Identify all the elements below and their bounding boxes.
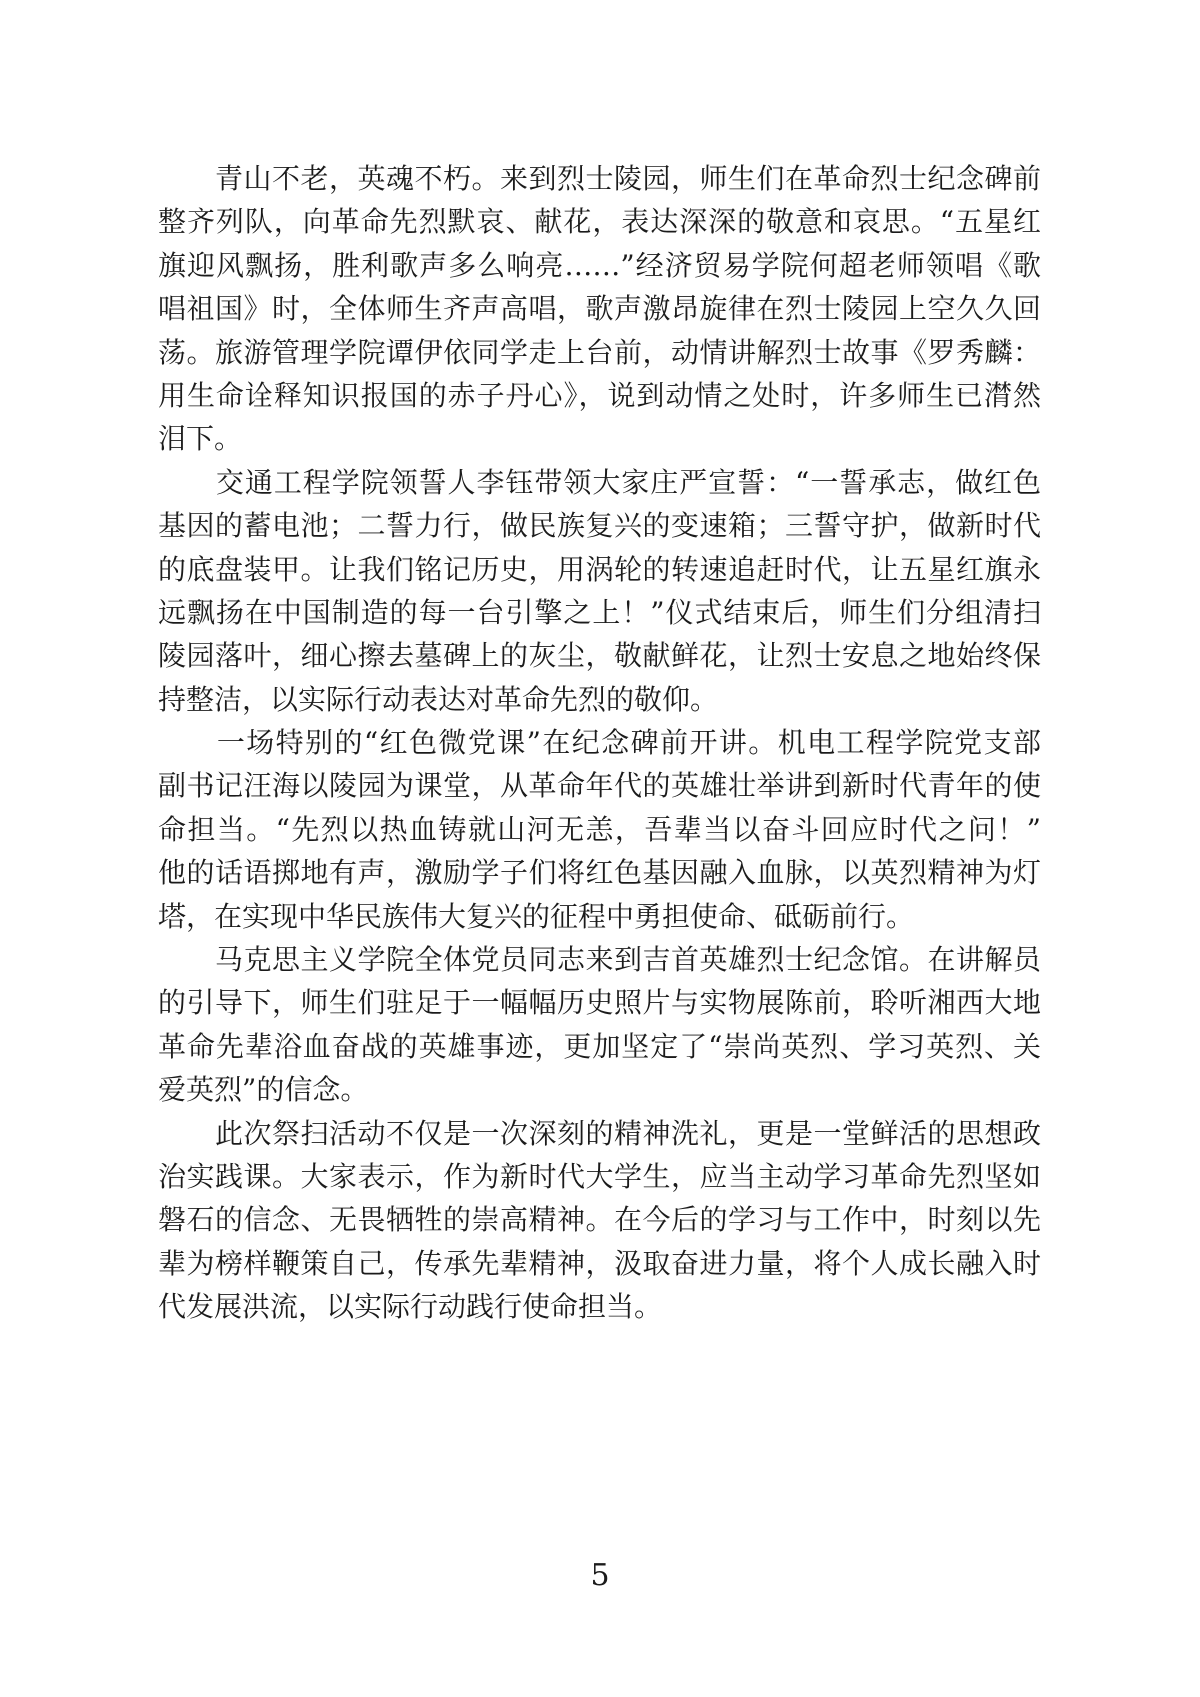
text-line: 旗迎风飘扬，胜利歌声多么响亮……”经济贸易学院何超老师领唱《歌	[158, 248, 1041, 282]
text-line: 命担当。“先烈以热血铸就山河无恙，吾辈当以奋斗回应时代之问！”	[158, 812, 1041, 846]
text-line: 爱英烈”的信念。	[158, 1073, 369, 1107]
text-line: 用生命诠释知识报国的赤子丹心》，说到动情之处时，许多师生已潸然	[158, 378, 1041, 412]
text-line: 持整洁，以实际行动表达对革命先烈的敬仰。	[158, 682, 719, 716]
text-line: 的底盘装甲。让我们铭记历史，用涡轮的转速追赶时代，让五星红旗永	[158, 552, 1041, 586]
text-line: 泪下。	[158, 422, 243, 456]
text-line: 此次祭扫活动不仅是一次深刻的精神洗礼，更是一堂鲜活的思想政	[158, 1116, 1041, 1150]
text-line: 他的话语掷地有声，激励学子们将红色基因融入血脉，以英烈精神为灯	[158, 856, 1041, 890]
paragraph	[158, 938, 1041, 1112]
paragraph	[158, 1112, 1041, 1329]
paragraph	[158, 721, 1041, 938]
text-line: 代发展洪流，以实际行动践行使命担当。	[158, 1290, 663, 1324]
text-line: 唱祖国》时，全体师生齐声高唱，歌声激昂旋律在烈士陵园上空久久回	[158, 292, 1041, 326]
text-line: 青山不老，英魂不朽。来到烈士陵园，师生们在革命烈士纪念碑前	[158, 162, 1041, 195]
text-line: 塔，在实现中华民族伟大复兴的征程中勇担使命、砥砺前行。	[158, 899, 915, 933]
page-number: 5	[590, 1558, 610, 1593]
paragraph	[158, 461, 1041, 721]
text-line: 交通工程学院领誓人李钰带领大家庄严宣誓：“一誓承志，做红色	[158, 465, 1041, 499]
text-line: 基因的蓄电池；二誓力行，做民族复兴的变速箱；三誓守护，做新时代	[158, 509, 1041, 543]
text-line: 副书记汪海以陵园为课堂，从革命年代的英雄壮举讲到新时代青年的使	[158, 769, 1041, 803]
text-line: 治实践课。大家表示，作为新时代大学生，应当主动学习革命先烈坚如	[158, 1159, 1041, 1193]
text-line: 荡。旅游管理学院谭伊依同学走上台前，动情讲解烈士故事《罗秀麟：	[158, 335, 1041, 369]
text-line: 陵园落叶，细心擦去墓碑上的灰尘，敬献鲜花，让烈士安息之地始终保	[158, 639, 1041, 673]
paragraph	[158, 157, 1041, 461]
text-line: 整齐列队，向革命先烈默哀、献花，表达深深的敬意和哀思。“五星红	[158, 205, 1041, 239]
text-line: 的引导下，师生们驻足于一幅幅历史照片与实物展陈前，聆听湘西大地	[158, 986, 1041, 1020]
text-line: 马克思主义学院全体党员同志来到吉首英雄烈士纪念馆。在讲解员	[158, 943, 1041, 977]
text-line: 革命先辈浴血奋战的英雄事迹，更加坚定了“崇尚英烈、学习英烈、关	[158, 1029, 1041, 1063]
text-line: 磐石的信念、无畏牺牲的崇高精神。在今后的学习与工作中，时刻以先	[158, 1203, 1041, 1237]
document-body	[158, 157, 1041, 1329]
text-line: 一场特别的“红色微党课”在纪念碑前开讲。机电工程学院党支部	[158, 726, 1041, 760]
text-line: 远飘扬在中国制造的每一台引擎之上！”仪式结束后，师生们分组清扫	[158, 595, 1041, 629]
text-line: 辈为榜样鞭策自己，传承先辈精神，汲取奋进力量，将个人成长融入时	[158, 1246, 1041, 1280]
